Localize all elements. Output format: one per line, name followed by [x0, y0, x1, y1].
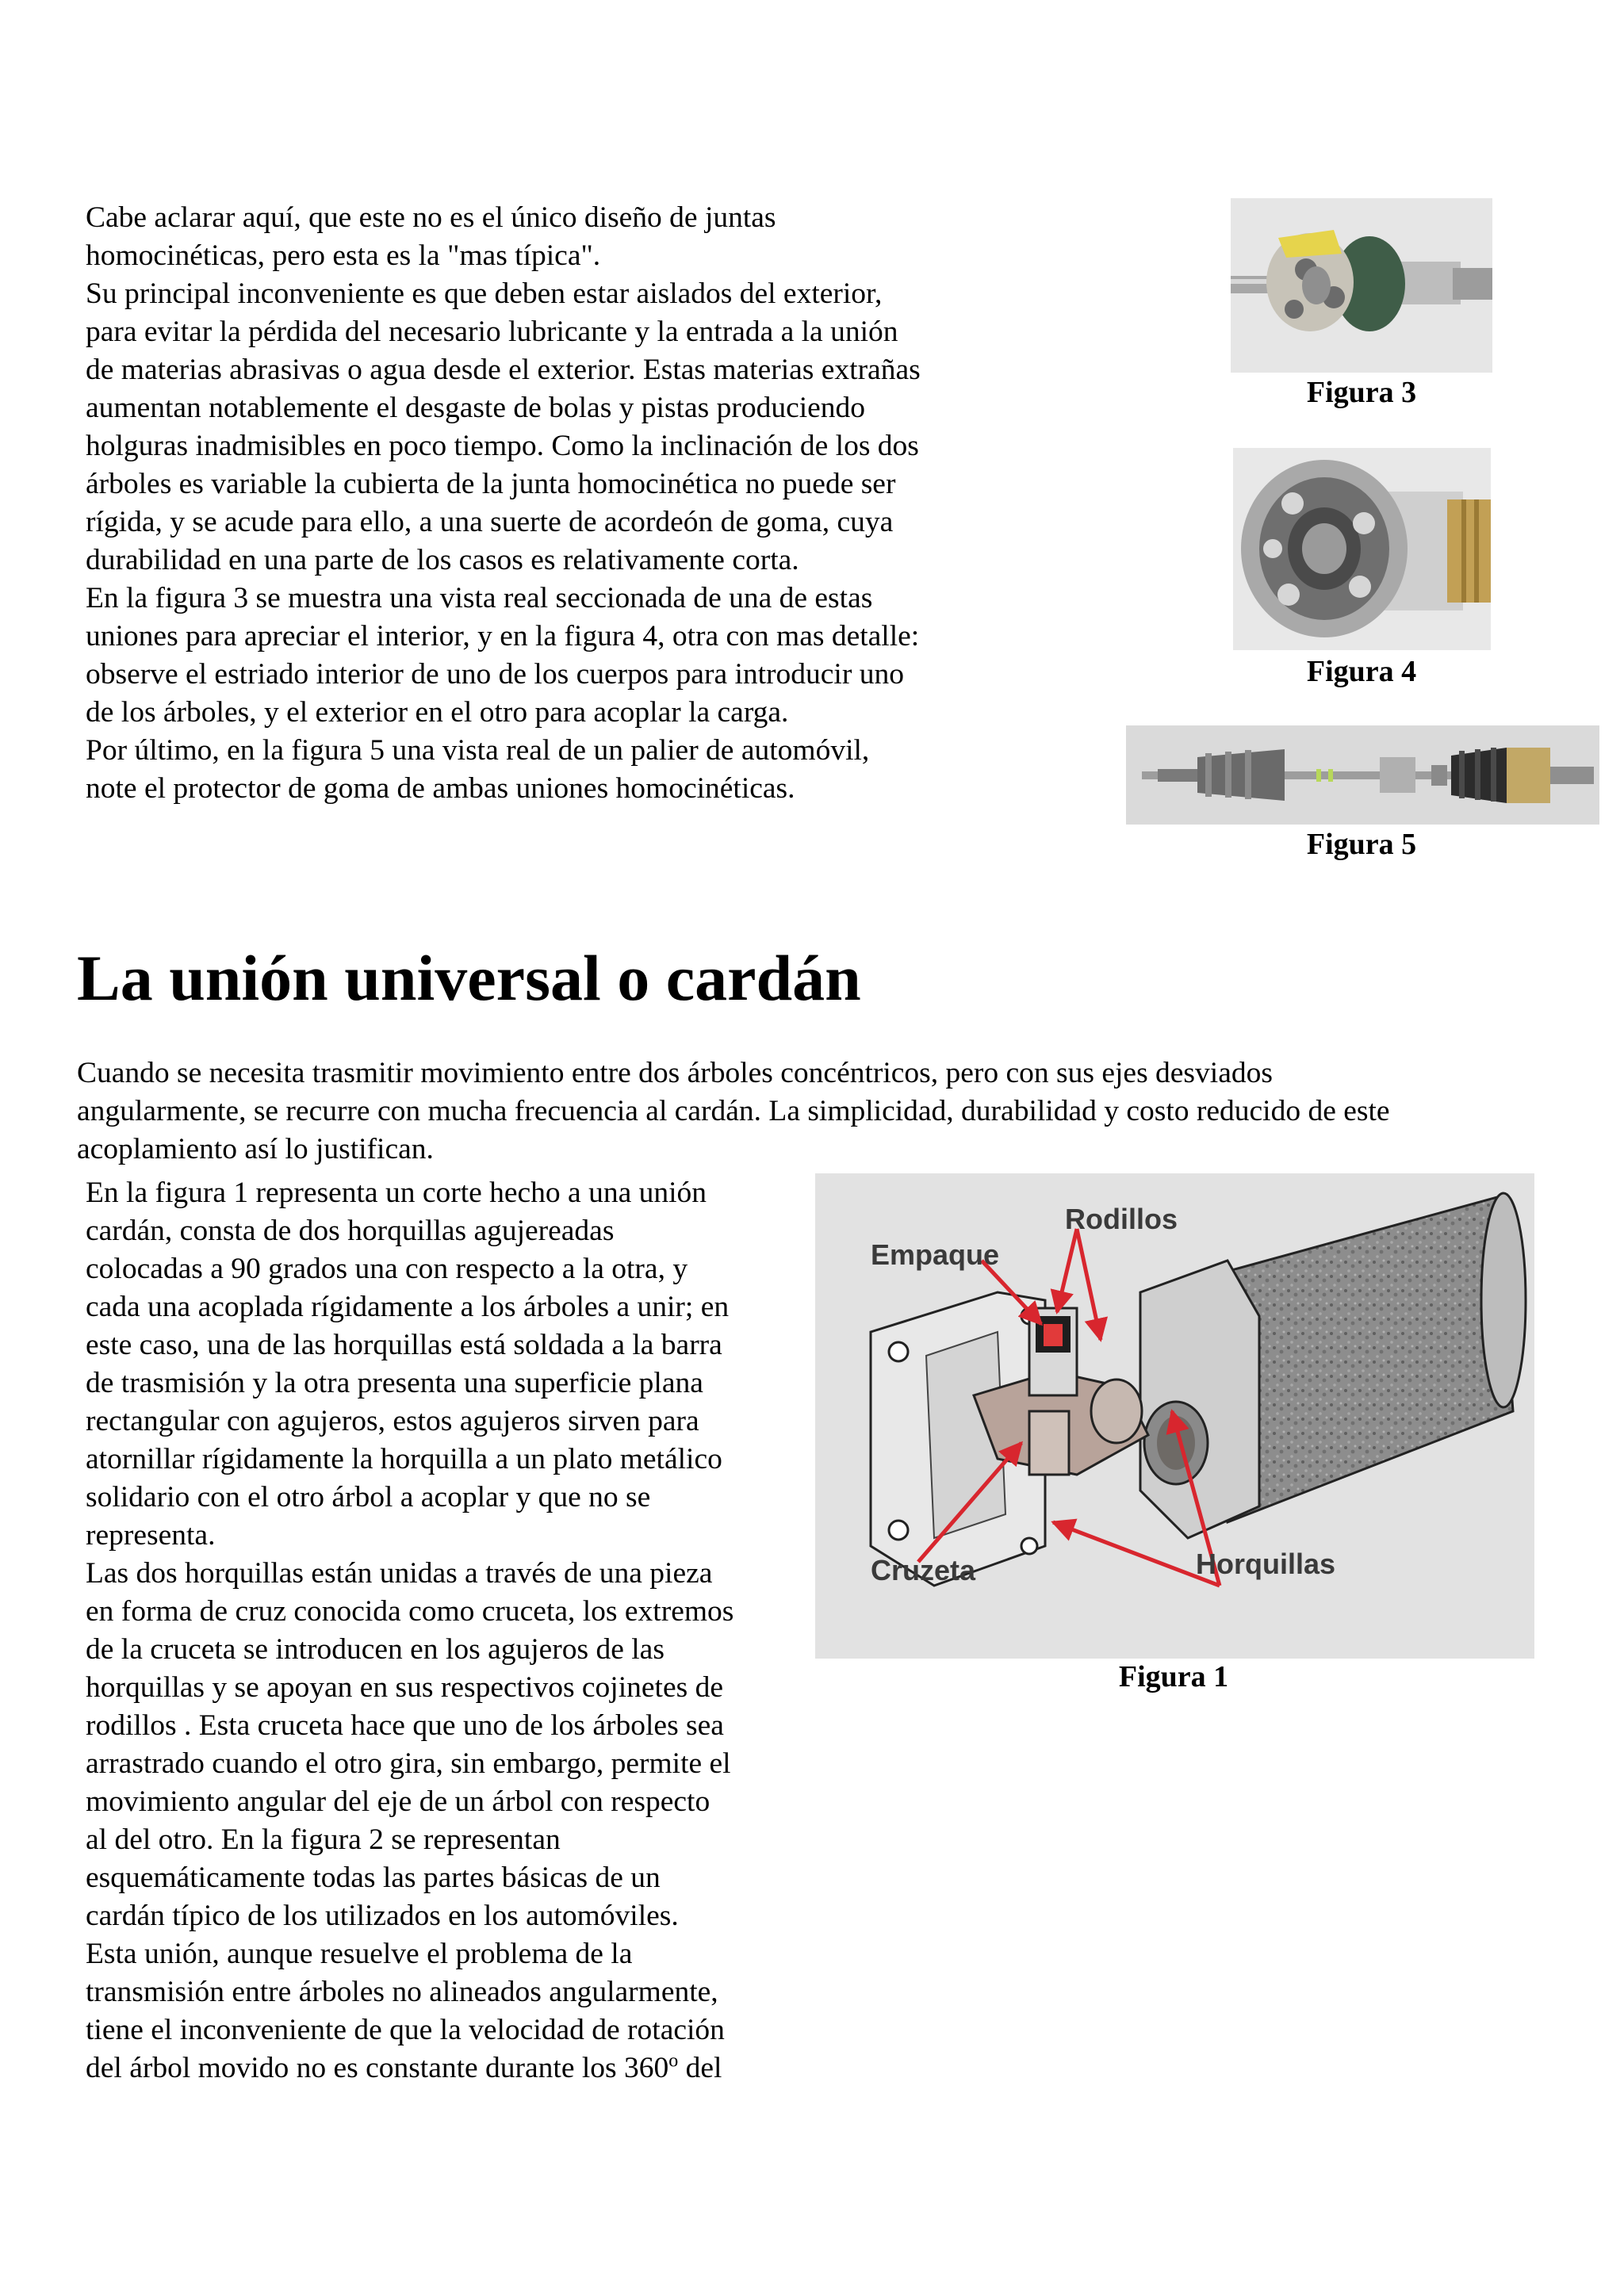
text-line: solidario con el otro árbol a acoplar y que no se — [86, 1481, 651, 1513]
degree-superscript: o — [668, 2050, 679, 2072]
figure-1-diagram — [815, 1173, 1534, 1659]
figure-5-caption: Figura 5 — [1306, 828, 1417, 861]
top-paragraph — [86, 199, 1021, 808]
text-line: horquillas y se apoyan en sus respectivos cojinetes de — [86, 1671, 723, 1704]
figure-3-caption: Figura 3 — [1306, 376, 1417, 409]
text-line: rectangular con agujeros, estos agujeros sirven para — [86, 1405, 699, 1437]
body-paragraph — [86, 1174, 823, 2087]
figure-4-caption: Figura 4 — [1306, 655, 1417, 688]
figure-4-photo — [1233, 448, 1491, 650]
section-heading: La unión universal o cardán — [77, 942, 861, 1014]
diagram-label-horquillas: Horquillas — [1196, 1548, 1336, 1580]
text-line: árboles es variable la cubierta de la junta homocinética no puede ser — [86, 468, 896, 500]
text-line — [86, 2049, 823, 2087]
text-line: al del otro. En la figura 2 se representan — [86, 1823, 561, 1856]
text-line: de trasmisión y la otra presenta una superficie plana — [86, 1367, 703, 1399]
text-line: Esta unión, aunque resuelve el problema de la — [86, 1938, 633, 1970]
text-line: rígida, y se acude para ello, a una suerte de acordeón de goma, cuya — [86, 506, 894, 538]
last-line-prefix: del árbol movido no es constante durante los 360 — [86, 2052, 669, 2084]
text-line: angularmente, se recurre con mucha frecuencia al cardán. La simplicidad, durabilidad y costo reducido de este — [77, 1095, 1390, 1127]
text-line: observe el estriado interior de uno de los cuerpos para introducir uno — [86, 658, 904, 691]
figure-5-photo — [1126, 725, 1599, 825]
text-line: en forma de cruz conocida como cruceta, los extremos — [86, 1595, 734, 1628]
text-line: acoplamiento así lo justifican. — [77, 1133, 434, 1165]
figure-1-caption: Figura 1 — [1118, 1660, 1229, 1693]
text-line: representa. — [86, 1519, 216, 1552]
text-line: Por último, en la figura 5 una vista real de un palier de automóvil, — [86, 734, 870, 767]
diagram-label-cruzeta: Cruzeta — [871, 1554, 976, 1586]
last-line-suffix: del — [678, 2052, 722, 2084]
text-line: cada una acoplada rígidamente a los árboles a unir; en — [86, 1291, 730, 1323]
text-line: transmisión entre árboles no alineados angularmente, — [86, 1976, 718, 2008]
text-line: esquemáticamente todas las partes básicas de un — [86, 1862, 661, 1894]
text-line: para evitar la pérdida del necesario lubricante y la entrada a la unión — [86, 316, 898, 348]
text-line: rodillos . Esta cruceta hace que uno de los árboles sea — [86, 1709, 724, 1742]
diagram-label-empaque: Empaque — [871, 1238, 1000, 1271]
figure-3-photo — [1231, 198, 1492, 373]
text-line: aumentan notablemente el desgaste de bolas y pistas produciendo — [86, 392, 866, 424]
text-line: En la figura 3 se muestra una vista real seccionada de una de estas — [86, 582, 873, 614]
text-line: arrastrado cuando el otro gira, sin embargo, permite el — [86, 1747, 731, 1780]
intro-paragraph — [77, 1054, 1584, 1169]
text-line: homocinéticas, pero esta es la "mas típica". — [86, 239, 601, 272]
text-line: Las dos horquillas están unidas a través de una pieza — [86, 1557, 713, 1590]
text-line: Cabe aclarar aquí, que este no es el único diseño de juntas — [86, 201, 776, 234]
text-line: uniones para apreciar el interior, y en la figura 4, otra con mas detalle: — [86, 620, 920, 652]
text-line: tiene el inconveniente de que la velocidad de rotación — [86, 2014, 725, 2046]
diagram-label-rodillos: Rodillos — [1065, 1203, 1178, 1235]
text-line: En la figura 1 representa un corte hecho a una unión — [86, 1177, 707, 1209]
text-line: Su principal inconveniente es que deben estar aislados del exterior, — [86, 277, 883, 310]
text-line: durabilidad en una parte de los casos es relativamente corta. — [86, 544, 799, 576]
text-line: de los árboles, y el exterior en el otro para acoplar la carga. — [86, 696, 789, 729]
text-line: holguras inadmisibles en poco tiempo. Como la inclinación de los dos — [86, 430, 919, 462]
text-line: este caso, una de las horquillas está soldada a la barra — [86, 1329, 722, 1361]
text-line: colocadas a 90 grados una con respecto a la otra, y — [86, 1253, 688, 1285]
text-line: de materias abrasivas o agua desde el exterior. Estas materias extrañas — [86, 354, 921, 386]
text-line: cardán, consta de dos horquillas agujereadas — [86, 1215, 615, 1247]
text-line: de la cruceta se introducen en los agujeros de las — [86, 1633, 665, 1666]
text-line: atornillar rígidamente la horquilla a un plato metálico — [86, 1443, 722, 1475]
text-line: Cuando se necesita trasmitir movimiento entre dos árboles concéntricos, pero con sus ejes desviados — [77, 1057, 1273, 1089]
text-line: cardán típico de los utilizados en los automóviles. — [86, 1900, 679, 1932]
text-line: note el protector de goma de ambas uniones homocinéticas. — [86, 772, 795, 805]
text-line: movimiento angular del eje de un árbol con respecto — [86, 1785, 710, 1818]
